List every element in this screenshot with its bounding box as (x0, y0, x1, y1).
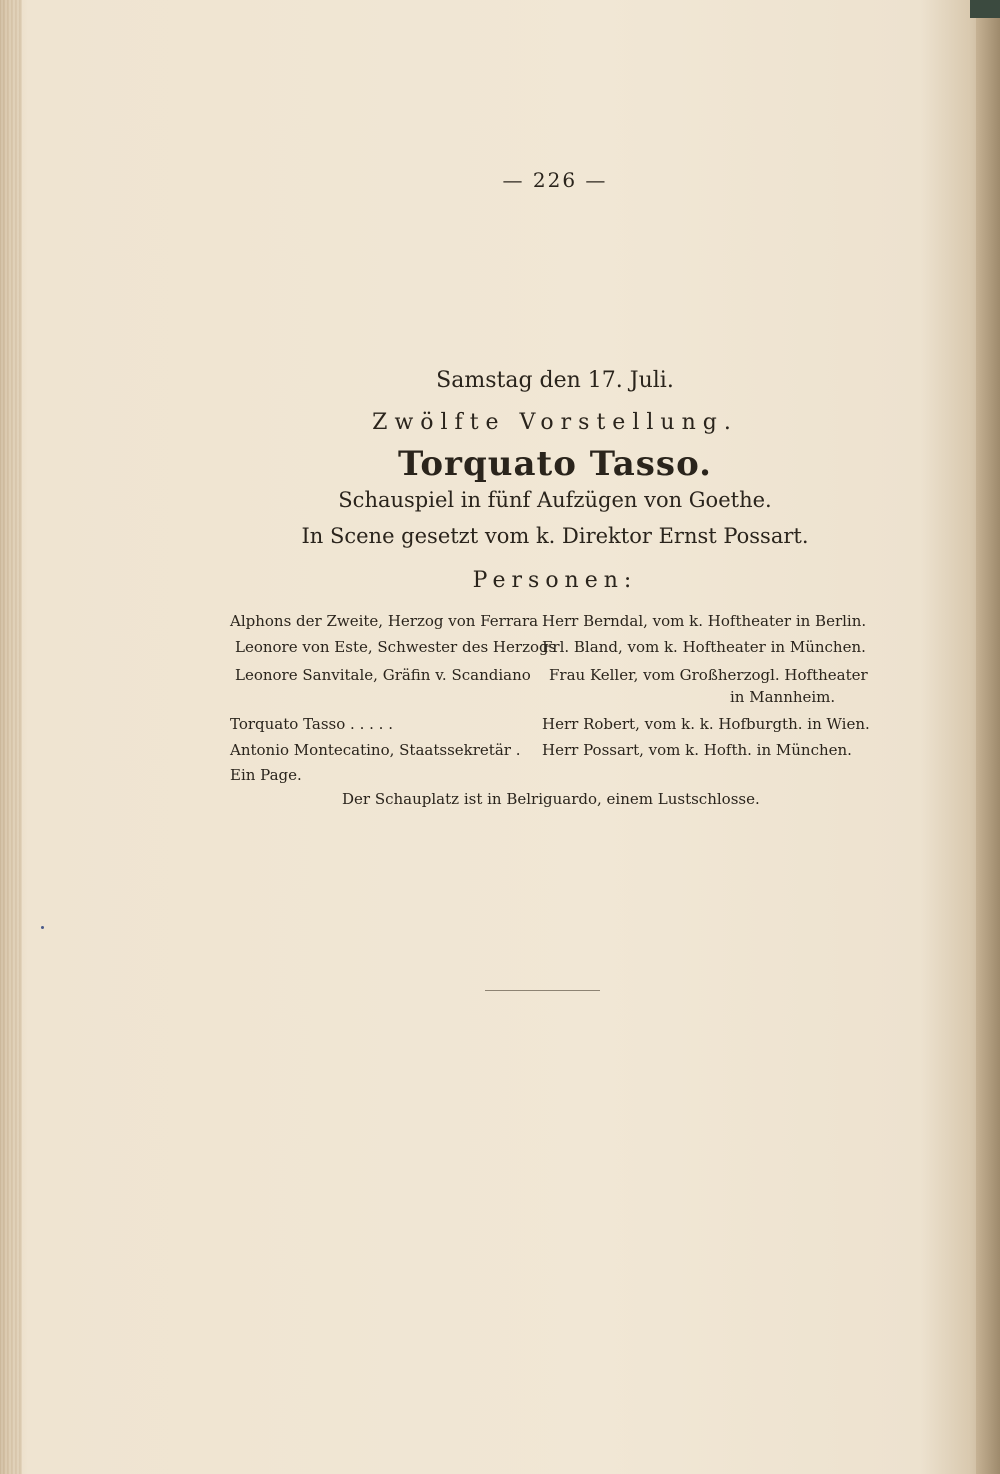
play-title: Torquato Tasso. (397, 444, 712, 484)
cast-role: Ein Page. (230, 766, 302, 784)
persons-heading: Personen: (472, 568, 638, 593)
cast-actor: Herr Robert, vom k. k. Hofburgth. in Wien. (542, 715, 870, 733)
end-rule (485, 990, 600, 991)
ink-speck (41, 926, 44, 929)
date-line: Samstag den 17. Juli. (436, 368, 674, 393)
cast-actor: Herr Berndal, vom k. Hoftheater in Berlin. (542, 612, 867, 630)
cast-role: Leonore von Este, Schwester des Herzogs (235, 638, 557, 656)
corner-tab (970, 0, 1000, 18)
page-edges-left (0, 0, 22, 1474)
direction-line: In Scene gesetzt vom k. Direktor Ernst Possart. (301, 524, 809, 548)
scene-note-text: Der Schauplatz ist in Belriguardo, einem Lustschlosse. (342, 790, 760, 808)
cast-actor-continuation: in Mannheim. (730, 688, 836, 706)
cast-actor: Frau Keller, vom Großherzogl. Hoftheater (549, 666, 868, 684)
page-content (30, 0, 960, 1474)
page-number: — 226 — (502, 168, 608, 192)
cast-role: Alphons der Zweite, Herzog von Ferrara (230, 612, 539, 630)
play-subtitle: Schauspiel in fünf Aufzügen von Goethe. (338, 488, 772, 512)
cast-actor: Herr Possart, vom k. Hofth. in München. (542, 741, 852, 759)
page-edge-right (976, 0, 1000, 1474)
cast-actor: Frl. Bland, vom k. Hoftheater in München. (542, 638, 866, 656)
cast-role: Leonore Sanvitale, Gräfin v. Scandiano (235, 666, 531, 684)
cast-role: Torquato Tasso . . . . . (230, 715, 393, 733)
performance-label: Zwölfte Vorstellung. (372, 410, 738, 435)
cast-role: Antonio Montecatino, Staatssekretär . (230, 741, 521, 759)
